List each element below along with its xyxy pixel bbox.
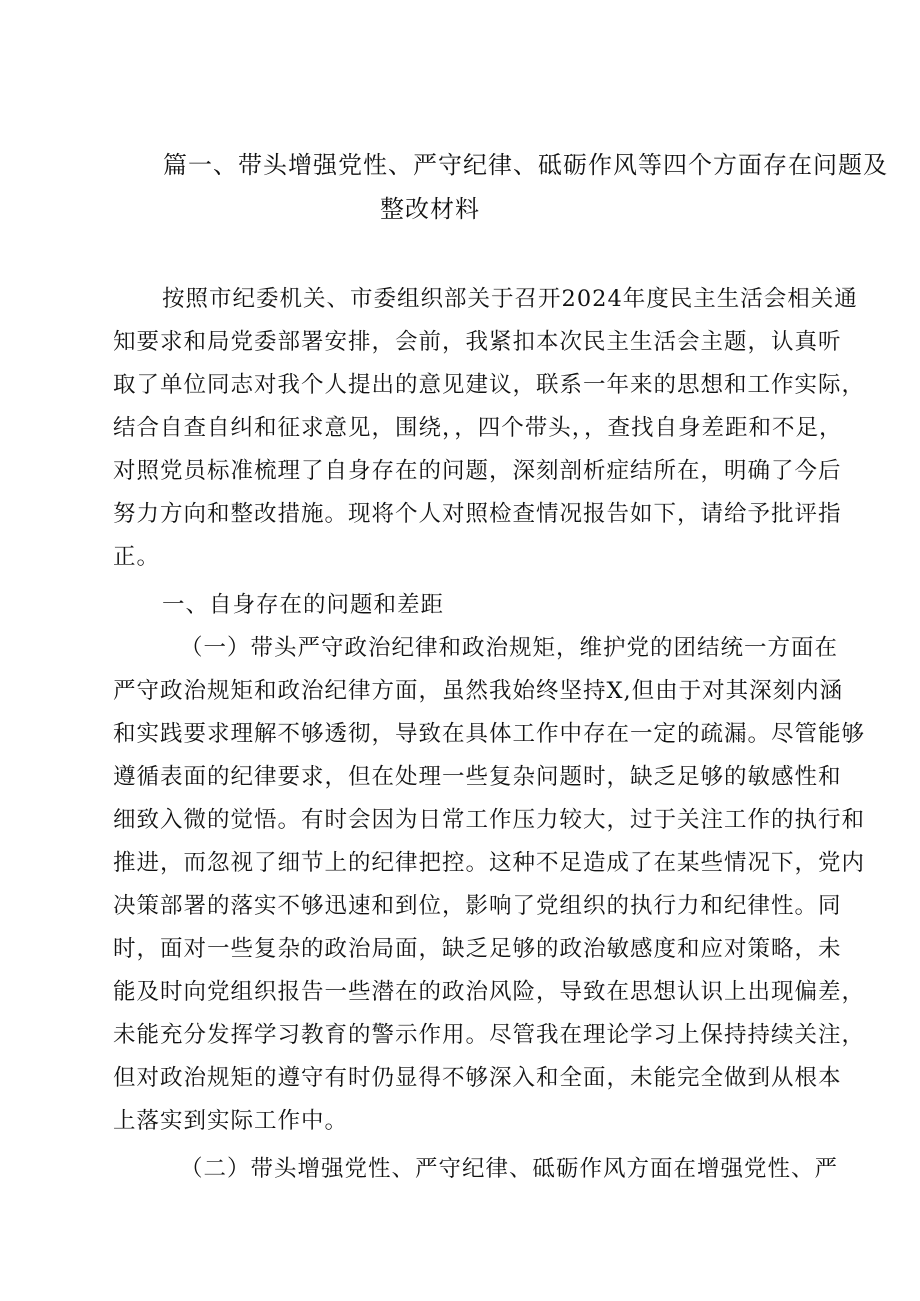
subsection-heading-2: （二）带头增强党性、严守纪律、砥砺作风方面在增强党性、严 bbox=[180, 1156, 839, 1182]
body-line-19: 但对政治规矩的遵守有时仍显得不够深入和全面，未能完全做到从根本 bbox=[113, 1065, 842, 1091]
body-line-10: 严守政治规矩和政治纪律方面，虽然我始终坚持X,但由于对其深刻内涵 bbox=[113, 678, 844, 704]
section-heading-1: 一、自身存在的问题和差距 bbox=[162, 592, 445, 618]
body-line-4: 结合自查自纠和征求意见，围绕，，四个带头，，查找自身差距和不足， bbox=[113, 415, 843, 441]
body-line-2: 知要求和局党委部署安排，会前，我紧扣本次民主生活会主题，认真听 bbox=[113, 329, 842, 355]
body-line-7: 正。 bbox=[113, 544, 161, 570]
body-line-18: 未能充分发挥学习教育的警示作用。尽管我在理论学习上保持持续关注， bbox=[113, 1022, 866, 1048]
body-line-14: 推进，而忽视了细节上的纪律把控。这种不足造成了在某些情况下，党内 bbox=[113, 850, 866, 876]
subsection-heading-1: （一）带头严守政治纪律和政治规矩，维护党的团结统一方面在 bbox=[180, 635, 839, 661]
body-line-1: 按照市纪委机关、市委组织部关于召开2024年度民主生活会相关通 bbox=[162, 286, 858, 312]
body-line-6: 努力方向和整改措施。现将个人对照检查情况报告如下，请给予批评指 bbox=[113, 501, 842, 527]
body-line-20: 上落实到实际工作中。 bbox=[113, 1108, 349, 1134]
body-line-5: 对照党员标准梳理了自身存在的问题，深刻剖析症结所在，明确了今后 bbox=[113, 458, 842, 484]
body-line-15: 决策部署的落实不够迅速和到位，影响了党组织的执行力和纪律性。同 bbox=[113, 893, 842, 919]
body-line-12: 遵循表面的纪律要求，但在处理一些复杂问题时，缺乏足够的敏感性和 bbox=[113, 764, 842, 790]
body-line-11: 和实践要求理解不够透彻，导致在具体工作中存在一定的疏漏。尽管能够 bbox=[113, 721, 866, 747]
body-line-17: 能及时向党组织报告一些潜在的政治风险，导致在思想认识上出现偏差， bbox=[113, 979, 866, 1005]
document-title-line-2: 整改材料 bbox=[380, 195, 480, 223]
body-line-16: 时，面对一些复杂的政治局面，缺乏足够的政治敏感度和应对策略，未 bbox=[113, 936, 842, 962]
document-title-line-1: 篇一、带头增强党性、严守纪律、砥砺作风等四个方面存在问题及 bbox=[163, 151, 888, 179]
body-line-3: 取了单位同志对我个人提出的意见建议，联系一年来的思想和工作实际， bbox=[113, 372, 866, 398]
body-line-13: 细致入微的觉悟。有时会因为日常工作压力较大，过于关注工作的执行和 bbox=[113, 807, 866, 833]
